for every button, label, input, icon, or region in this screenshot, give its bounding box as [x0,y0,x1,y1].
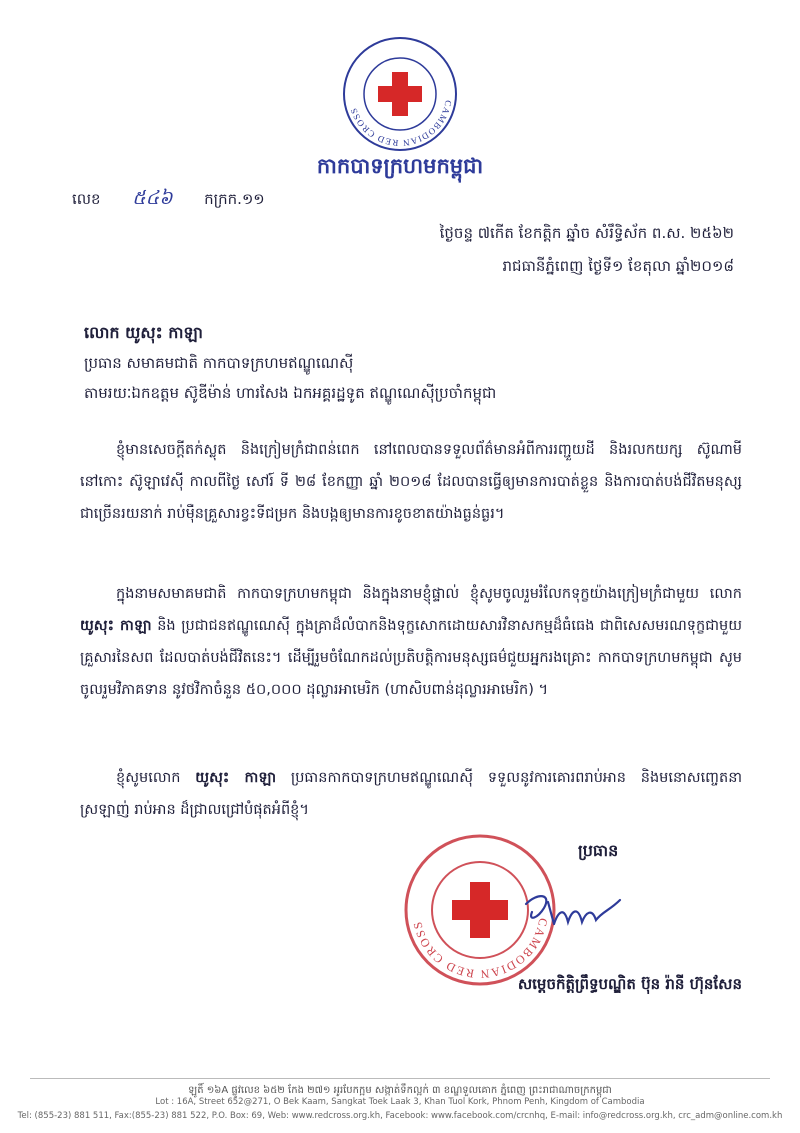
seal-ring-text: CAMBODIAN RED CROSS [409,916,551,982]
lunar-date: ថ្ងៃចន្ទ ៧កើត ខែកត្តិក ឆ្នាំច សំរឹទ្ធិស័ក ព.ស. ២៥៦២ [439,224,734,242]
addressee-line-2: តាមរយៈឯកឧត្តម ស៊ូឌីម៉ាន់ ហារសែង ឯកអគ្គរដ្ឋទូត ឥណ្ឌូណេស៊ីប្រចាំកម្ពុជា [84,384,497,402]
paragraph-1-text: ខ្ញុំមានសេចក្តីតក់ស្លុត និងក្រៀមក្រំជាពន់ពេក នៅពេលបានទទួលព័ត៌មានអំពីការរញ្ជួយដី និងរលកយក្ស ស៊ូណាមី នៅកោះ ស៊ូឡាវេស៊ី កាលពីថ្ងៃ សៅរ៍ ទី ២៨ ខែកញ្ញា ឆ្នាំ ២០១៨ ដែលបានធ្វើឲ្យមានការបាត់ខ្លួន និងការបាត់បង់ជីវិតមនុស្សជាច្រើនរយនាក់ រាប់ម៉ឺនគ្រួសារខ្វះទីជម្រក និងបង្កឲ្យមានការខូចខាតយ៉ាងធ្ងន់ធ្ងរ។ [80,442,742,522]
signatory-title: ប្រធាន [578,841,619,860]
paragraph-1 [80,434,742,530]
addressee-line-1: ប្រធាន សមាគមជាតិ កាកបាទក្រហមឥណ្ឌូណេស៊ី [84,354,354,372]
logo-ring-text: CAMBODIAN RED CROSS [348,99,454,149]
organization-name: កាកបាទក្រហមកម្ពុជា [316,154,484,178]
paragraph-2-text-a: ក្នុងនាមសមាគមជាតិ កាកបាទក្រហមកម្ពុជា និងក្នុងនាមខ្ញុំផ្ទាល់ ខ្ញុំសូមចូលរួមរំលែកទុក្ខយ៉ាងក្រៀមក្រំជាមួយ លោក [116,586,742,602]
paragraph-2 [80,578,742,706]
footer-khmer-address: ឡូតិ៍ ១៦A ផ្លូវលេខ ៦៥២ កែង ២៧១ អូរបែកក្អម សង្កាត់ទឹកល្អក់ ៣ ខណ្ឌទួលគោក ភ្នំពេញ ព្រះរាជាណាចក្រកម្ពុជា [188,1085,612,1096]
signer-name: សម្តេចកិត្តិព្រឹទ្ធបណ្ឌិត ប៊ុន រ៉ានី ហ៊ុនសែន [517,975,742,993]
reference-number [72,186,265,214]
paragraph-2-name: យូសុះ កាឡា [80,618,152,634]
paragraph-3-name: យូសុះ កាឡា [195,770,277,786]
solar-date: រាជធានីភ្នំពេញ ថ្ងៃទី១ ខែតុលា ឆ្នាំ២០១៨ [502,257,734,275]
addressee-name: លោក យូសុះ កាឡា [84,323,203,342]
reference-code: កក្រក.១១ [204,190,265,208]
reference-handwritten-number: ៥៤៦ [132,187,173,209]
paragraph-2-text-b: និង ប្រជាជនឥណ្ឌូណេស៊ី ក្នុងគ្រាដ៏លំបាកនិងទុក្ខសោកដោយសារវិនាសកម្មដ៏ធំធេង ជាពិសេសមរណទុក្ខជាមួយគ្រួសារនៃសព ដែលបាត់បង់ជីវិតនេះ។ ដើម្បីរួមចំណែកដល់ប្រតិបត្តិការមនុស្សធម៌ជួយអ្នករងគ្រោះ កាកបាទក្រហមកម្ពុជា សូមចូលរួមវិភាគទាន នូវថវិកាចំនួន ៥០,០០០ ដុល្លារអាមេរិក (ហាសិបពាន់ដុល្លារអាមេរិក) ។ [80,618,743,698]
addressee-block [84,318,744,408]
paragraph-3-text-a: ខ្ញុំសូមលោក [116,770,181,786]
handwritten-signature-icon [518,882,628,942]
footer-divider [30,1078,770,1079]
red-cross-logo-icon [340,34,460,154]
footer-contacts: Tel: (855-23) 881 511, Fax:(855-23) 881 522, P.O. Box: 69, Web: www.redcross.org.kh, Facebook: www.facebook.com/crcnhq, E-mail: info@redcross.org.kh, crc_adm@online.com.kh [17,1111,783,1121]
paragraph-3-text-b: ប្រធានកាកបាទក្រហមឥណ្ឌូណេស៊ី ទទួលនូវការគោរពរាប់អាន និងមនោសញ្ចេតនា ស្រឡាញ់ រាប់អាន ដ៏ជ្រាលជ្រៅបំផុតអំពីខ្ញុំ។ [80,770,742,818]
footer-english-address: Lot : 16A, Street 652@271, O Bek Kaam, Sangkat Toek Laak 3, Khan Tuol Kork, Phnom Penh, Kingdom of Cambodia [155,1097,645,1107]
reference-label: លេខ [72,190,101,208]
paragraph-3 [80,762,742,826]
